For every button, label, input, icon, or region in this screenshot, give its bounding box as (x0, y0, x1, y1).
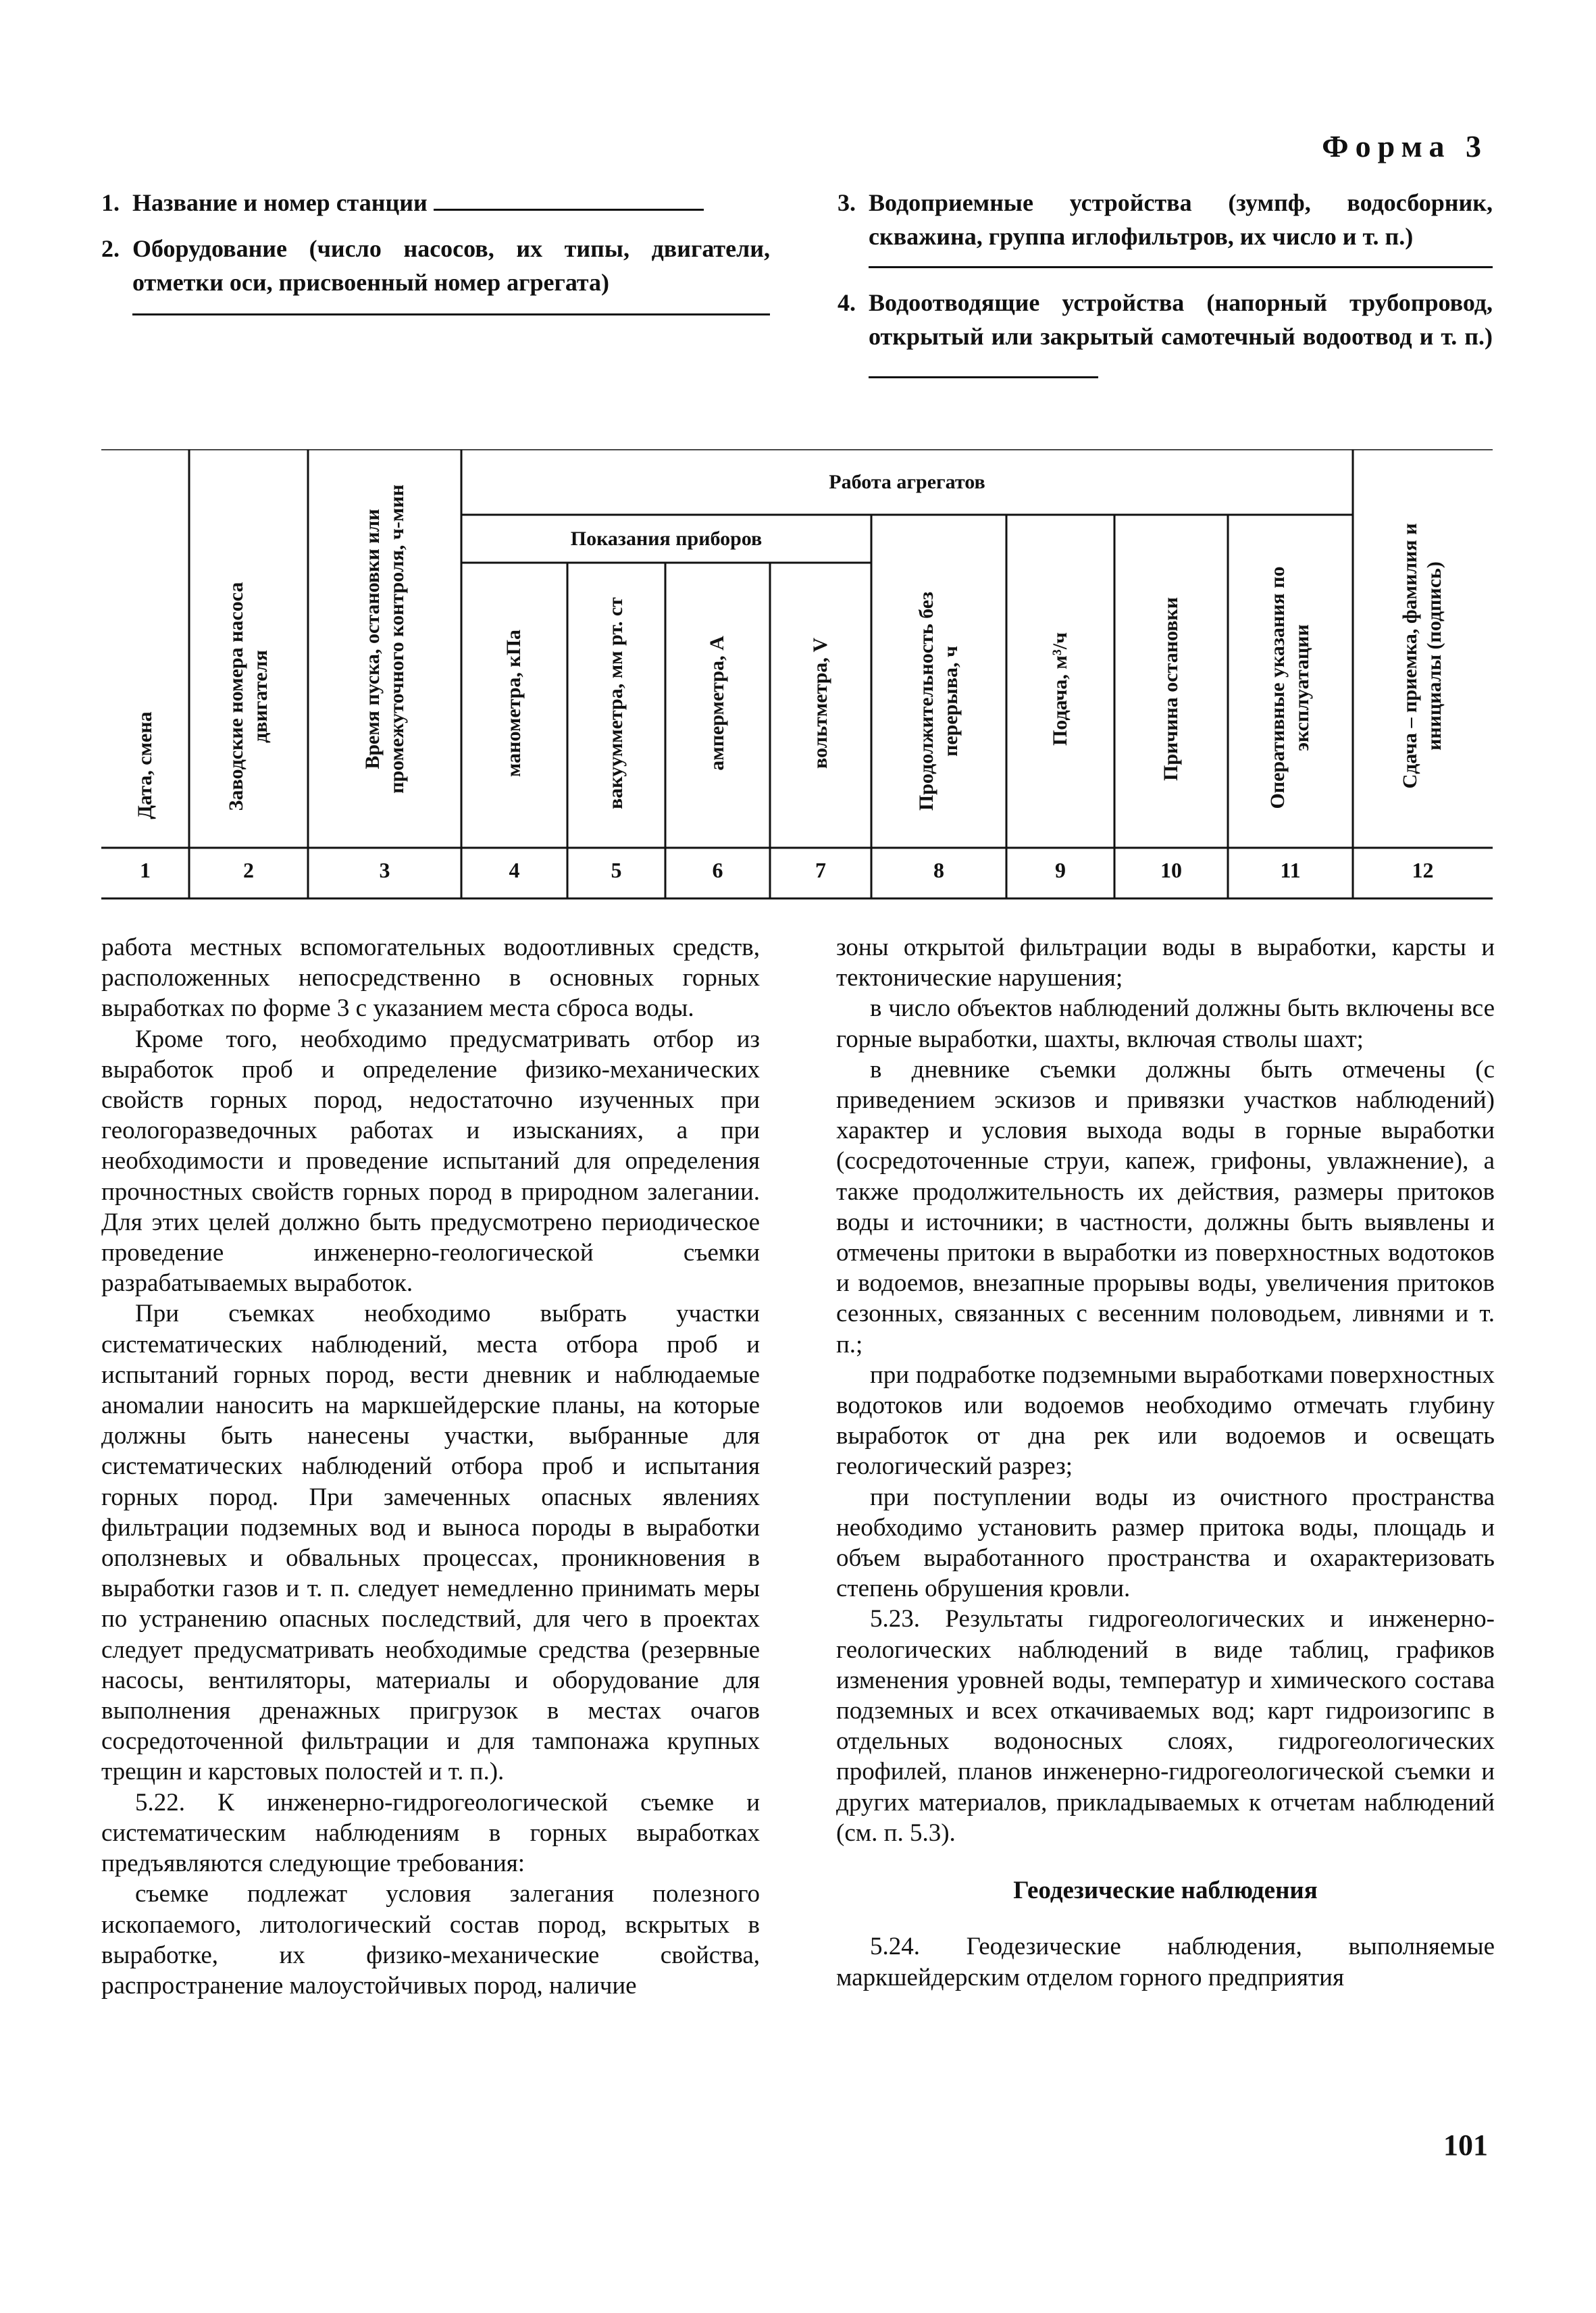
column-number: 10 (1160, 858, 1182, 882)
paragraph: в дневнике съемки должны быть отмечены (с приведением эскизов и привязки участков наблюдений) характер и условия выхода воды в горные выработки (сосредоточенные струи, капеж, грифоны, увлажнение), а также продолжительность их действия, размеры притоков воды и источники; в частности, должны быть выявлены и отмечены притоки в выработки из поверхностных водотоков и водоемов, внезапные прорывы воды, увеличения притоков сезонных, связанных с весенним половодьем, ливнями и т. п.; (836, 1055, 1495, 1358)
field-station (101, 186, 770, 220)
field-intake (838, 186, 1493, 253)
column-number: 9 (1055, 858, 1066, 882)
column-header: Причина остановки (1160, 596, 1182, 782)
field-text: Оборудование (число насосов, их типы, двигатели, отметки оси, присвоенный номер агрегата) (132, 235, 770, 296)
paragraph: зоны открытой фильтрации воды в выработки, карсты и тектонические нарушения; (836, 934, 1495, 992)
column-header: Заводские номера насоса двигателя (225, 582, 272, 811)
column-header: Оперативные указания по эксплуатации (1266, 566, 1313, 809)
column-header: вакуумметра, мм рт. ст (604, 597, 627, 809)
column-header: амперметра, А (706, 636, 728, 771)
form-label: Форма 3 (1322, 129, 1488, 163)
column-number: 1 (140, 858, 151, 882)
field-number: 3. (838, 189, 856, 216)
field-number: 2. (101, 235, 120, 262)
column-header: Продолжительность без перерыва, ч (915, 591, 962, 811)
fill-line (132, 313, 770, 315)
field-text: Название и номер станции (132, 189, 428, 216)
paragraph: 5.24. Геодезические наблюдения, выполняемые маркшейдерским отделом горного предприятия (836, 1933, 1495, 1991)
paragraph: 5.23. Результаты гидрогеологических и инженерно-геологических наблюдений в виде таблиц, графиков изменения уровней воды, температур и химического состава подземных и всех откачиваемых вод; карт гидроизогипс в отдельных водоносных слоях, гидрогеологических профилей, планов инженерно-гидрогеологической съемки и других материалов, прикладываемых к отчетам наблюдений (см. п. 5.3). (836, 1605, 1495, 1847)
column-header: вольтметра, V (809, 637, 831, 769)
paragraph: при поступлении воды из очистного пространства необходимо установить размер притока воды, площадь и объем выработанного пространства и охарактеризовать степень обрушения кровли. (836, 1483, 1495, 1603)
fill-line (434, 188, 704, 211)
column-header: манометра, кПа (503, 629, 525, 778)
column-header: Время пуска, остановки или промежуточного контроля, ч-мин (361, 484, 408, 794)
column-number: 4 (509, 858, 520, 882)
fields-right (838, 186, 1493, 399)
paragraph: При съемках необходимо выбрать участки систематических наблюдений, места отбора проб и испытаний горных пород, вести дневник и наблюдаемые аномалии наносить на маркшейдерские планы, на которые должны быть нанесены участки, выбранные для систематических наблюдений отбора проб и испытания горных пород. При замеченных опасных явлениях фильтрации подземных вод и выноса породы в выработки оползневых и обвальных процессах, проникновения в выработки газов и т. п. следует немедленно принимать меры по устранению опасных последствий, для чего в проектах следует предусматривать необходимые средства (резервные насосы, вентиляторы, материалы и оборудование для выполнения дренажных пригрузок в местах очагов сосредоточенной фильтрации и для тампонажа крупных трещин и карстовых полостей и т. п.). (101, 1300, 760, 1786)
column-number: 11 (1280, 858, 1301, 882)
text-column-left (101, 932, 760, 2001)
text-column-right (836, 932, 1495, 1993)
field-number: 1. (101, 189, 120, 216)
field-number: 4. (838, 289, 856, 316)
fill-line (869, 356, 1098, 378)
section-heading: Геодезические наблюдения (1013, 1877, 1318, 1905)
column-number: 5 (611, 858, 622, 882)
column-header: Дата, смена (134, 711, 156, 819)
column-number: 7 (815, 858, 826, 882)
form-table (101, 449, 1493, 902)
field-discharge (838, 286, 1493, 387)
column-header: Подача, м³/ч (1049, 632, 1071, 746)
paragraph: 5.22. К инженерно-гидрогеологической съемке и систематическим наблюдениям в горных выработках предъявляются следующие требования: (101, 1788, 760, 1878)
column-number: 12 (1412, 858, 1434, 882)
field-text: Водоприемные устройства (зумпф, водосборник, скважина, группа иглофильтров, их число и т. п.) (869, 189, 1493, 250)
column-number: 3 (379, 858, 390, 882)
paragraph: при подработке подземными выработками поверхностных водотоков или водоемов необходимо отмечать глубину выработок от дна рек или водоемов и освещать геологический разрез; (836, 1361, 1495, 1481)
paragraph: съемке подлежат условия залегания полезного ископаемого, литологический состав пород, вскрытых в выработке, их физико-механические свойства, распространение малоустойчивых пород, наличие (101, 1880, 760, 2000)
group-header: Работа агрегатов (829, 470, 985, 493)
page-number: 101 (1443, 2129, 1488, 2162)
column-header: Сдача – приемка, фамилия и инициалы (подпись) (1399, 523, 1445, 789)
paragraph: в число объектов наблюдений должны быть включены все горные выработки, шахты, включая стволы шахт; (836, 994, 1495, 1053)
fields-left (101, 186, 770, 315)
column-number: 6 (712, 858, 723, 882)
field-text: Водоотводящие устройства (напорный трубопровод, открытый или закрытый самотечный водоотвод и т. п.) (869, 289, 1493, 350)
fill-line (869, 265, 1493, 268)
column-number: 2 (243, 858, 254, 882)
paragraph: работа местных вспомогательных водоотливных средств, расположенных непосредственно в основных горных выработках по форме 3 с указанием места сброса воды. (101, 934, 760, 1023)
subgroup-header: Показания приборов (570, 527, 763, 550)
field-equipment (101, 232, 770, 299)
paragraph: Кроме того, необходимо предусматривать отбор из выработок проб и определение физико-механических свойств горных пород, недостаточно изученных при геологоразведочных работах и изысканиях, а при необходимости и проведение испытаний для определения прочностных свойств горных пород в природном залегании. Для этих целей должно быть предусмотрено периодическое проведение инженерно-геологической съемки разрабатываемых выработок. (101, 1025, 760, 1298)
column-number: 8 (933, 858, 944, 882)
